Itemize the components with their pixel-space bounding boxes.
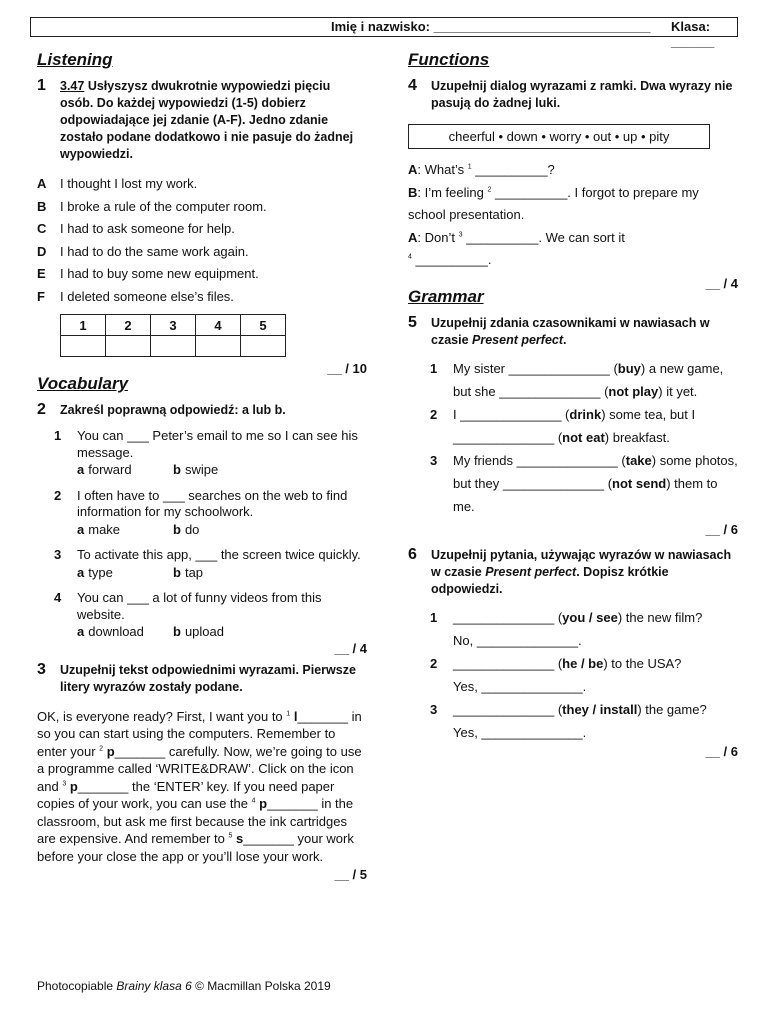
answer-header: 2 — [106, 315, 151, 336]
page-footer: Photocopiable Brainy klasa 6 © Macmillan Polska 2019 — [37, 979, 331, 993]
student-header — [30, 17, 738, 49]
choice-a[interactable]: forward — [88, 462, 132, 477]
score-ex6: __ / 6 — [705, 743, 738, 759]
answer-cell[interactable] — [106, 336, 151, 357]
vocab-question: 3 To activate this app, ___ the screen twice quickly. a type b tap — [54, 547, 361, 580]
section-title-grammar: Grammar — [408, 286, 484, 306]
exercise-1 — [37, 78, 367, 163]
answer-header: 3 — [151, 315, 196, 336]
answer-table — [60, 314, 286, 357]
answer-cell[interactable] — [61, 336, 106, 357]
exercise-number: 4 — [408, 77, 417, 94]
option-item: A I thought I lost my work. — [37, 176, 198, 191]
exercise-instruction: Uzupełnij dialog wyrazami z ramki. Dwa wyrazy nie pasują do żadnej luki. — [431, 79, 733, 110]
exercise-number: 6 — [408, 545, 417, 563]
grammar-question: 2 ______________ (he / be) to the USA? Yes, ______________. — [430, 655, 682, 694]
score-listening: __ / 10 — [327, 361, 367, 376]
option-item: D I had to do the same work again. — [37, 243, 249, 259]
exercise-6 — [408, 547, 738, 598]
vocab-question: 4 You can ___ a lot of funny videos from this website. a download b upload — [54, 590, 322, 639]
grammar-question: 1 ______________ (you / see) the new film? No, ______________. — [430, 609, 703, 648]
grammar-question: 1 My sister ______________ (buy) a new game, but she ______________ (not play) it yet. — [430, 360, 724, 399]
choice-a[interactable]: make — [88, 521, 121, 537]
option-item: C I had to ask someone for help. — [37, 221, 235, 236]
option-item: B I broke a rule of the computer room. — [37, 198, 267, 214]
class-field-label[interactable]: Klasa: ______ — [671, 19, 715, 49]
exercise-instruction: Uzupełnij tekst odpowiednimi wyrazami. Pierwsze litery wyrazów zostały podane. — [60, 662, 356, 694]
answer-header: 4 — [196, 315, 241, 336]
exercise-number: 1 — [37, 77, 46, 94]
section-title-vocabulary: Vocabulary — [37, 374, 129, 393]
left-column — [37, 50, 367, 882]
section-title-listening: Listening — [37, 50, 113, 69]
choice-a[interactable]: type — [88, 564, 113, 580]
exercise-5 — [408, 315, 738, 349]
exercise-number: 2 — [37, 401, 46, 418]
dialogue: A: What’s $^1$ __________? B: I’m feeling $^2$ __________. I forgot to prepare my school presentation. A: Don’t $^3$ __________. We can sort it $^4$ __________. — [408, 162, 699, 267]
track-number: 3.47 — [60, 79, 85, 93]
answer-header: 5 — [241, 315, 286, 336]
exercise-3 — [37, 662, 367, 696]
score-ex3: __ / 5 — [334, 867, 367, 882]
exercise-number: 5 — [408, 313, 417, 331]
answer-cell[interactable] — [151, 336, 196, 357]
grammar-question: 2 I ______________ (drink) some tea, but I ______________ (not eat) breakfast. — [430, 406, 696, 445]
name-field-label[interactable]: Imię i nazwisko: ______________________________ — [331, 19, 651, 34]
word-box: cheerful • down • worry • out • up • pity — [408, 124, 710, 149]
option-item: E I had to buy some new equipment. — [37, 266, 259, 281]
grammar-question: 3 My friends ______________ (take) some photos, but they ______________ (not send) them to me. — [430, 452, 738, 514]
right-column — [408, 50, 738, 759]
score-vocabulary: __ / 4 — [334, 640, 367, 656]
exercise-instruction: Zakreśl poprawną odpowiedź: a lub b. — [60, 403, 286, 417]
choice-b[interactable]: do — [184, 521, 200, 537]
exercise-number: 3 — [37, 660, 46, 678]
exercise-instruction: Uzupełnij zdania czasownikami w nawiasach w czasie Present perfect. — [431, 315, 710, 347]
exercise-instruction: Uzupełnij pytania, używając wyrazów w nawiasach w czasie Present perfect. Dopisz krótkie odpowiedzi. — [431, 547, 732, 596]
option-item: F I deleted someone else’s files. — [37, 288, 234, 304]
vocab-question: 1 You can ___ Peter’s email to me so I can see his message. a forward b swipe — [54, 428, 358, 477]
grammar-question: 3 ______________ (they / install) the game? Yes, ______________. — [430, 701, 707, 740]
answer-cell[interactable] — [196, 336, 241, 357]
exercise-instruction: 3.47 Usłyszysz dwukrotnie wypowiedzi pięciu osób. Do każdej wypowiedzi (1-5) dobierz odpowiadające jej zdanie (A-F). Jedno zdanie zostało podane dodatkowo i nie pasuje do żadnej wypowiedzi. — [60, 79, 354, 161]
exercise-2 — [37, 402, 367, 419]
section-title-functions: Functions — [408, 50, 490, 69]
vocab-question: 2 I often have to ___ searches on the web to find information for my schoolwork. a make b do — [54, 487, 348, 537]
score-ex5: __ / 6 — [705, 521, 738, 537]
gap-text: OK, is everyone ready? First, I want you to $^1$ l_______ in so you can start using the computers. Remember to enter your $^2$ p_______ carefully. Now, we’re going to use a programme called ‘WRITE&DRAW’. Click on the icon and $^3$ p_______ the ‘ENTER’ key. If you need paper copies of your work, you can use the $^4$ p_______ in the classroom, but ask me first because the ink cartridges are expensive. And remember to $^5$ s_______ your work before your close the app or you’ll lose your work. — [37, 708, 362, 864]
score-functions: __ / 4 — [705, 275, 738, 291]
choice-b[interactable]: upload — [184, 624, 224, 639]
answer-header: 1 — [61, 315, 106, 336]
choice-b[interactable]: tap — [184, 564, 204, 580]
listening-options — [37, 173, 367, 308]
choice-b[interactable]: swipe — [184, 462, 219, 477]
choice-a[interactable]: download — [88, 624, 144, 639]
exercise-4 — [408, 78, 738, 112]
answer-cell[interactable] — [241, 336, 286, 357]
